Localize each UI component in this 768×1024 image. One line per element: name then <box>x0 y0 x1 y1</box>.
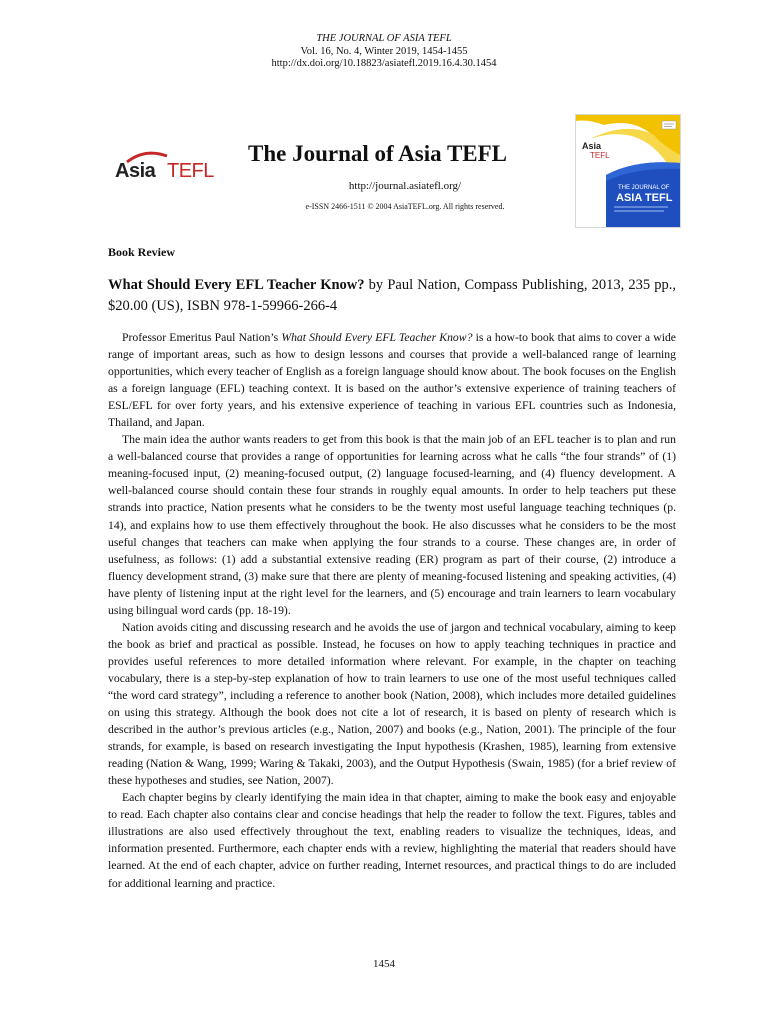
cover-logo-tefl: TEFL <box>590 151 610 160</box>
journal-title: The Journal of Asia TEFL <box>248 141 508 166</box>
cover-logo-asia: Asia <box>582 141 602 151</box>
cover-title: ASIA TEFL <box>616 192 673 204</box>
paragraph-1 <box>108 329 676 431</box>
review-heading <box>108 275 676 317</box>
logo-asia-text: Asia <box>115 160 156 182</box>
logo-tefl-text: TEFL <box>167 160 214 182</box>
page-number: 1454 <box>373 958 395 970</box>
journal-masthead <box>108 114 672 234</box>
running-head-volume: Vol. 16, No. 4, Winter 2019, 1454-1455 <box>300 45 468 57</box>
cover-title-small: THE JOURNAL OF <box>618 185 670 191</box>
journal-url[interactable]: http://journal.asiatefl.org/ <box>348 180 462 192</box>
reviewed-book-title: What Should Every EFL Teacher Know? <box>108 277 365 293</box>
paragraph-1-book-title: What Should Every EFL Teacher Know? <box>281 331 473 344</box>
paragraph-3: Nation avoids citing and discussing research and he avoids the use of jargon and technical vocabulary, aiming to keep the book as brief and practical as possible. Instead, he focuses on how to apply teaching techniques in practice and provides useful references to more detailed information where relevant. For example, in the chapter on teaching vocabulary, there is a step-by-step explanation of how to train learners to use one of the most useful techniques called “the word card strategy”, including a reference to another book (Nation, 2008), which includes more detailed guidelines on using this strategy. Although the book does not cite a lot of research, it is based on plenty of research which is described in the author’s previous articles (e.g., Nation, 2007) and books (e.g., Nation, 2001). The principle of the four strands, for example, is based on research investigating the Input hypothesis (Krashen, 1985), learning from extensive reading (Nation & Wang, 1999; Waring & Takaki, 2003), and the Output Hypothesis (Swain, 1985) (for a brief review of these hypotheses and studies, see Nation, 2007). <box>108 620 676 788</box>
paragraph-4: Each chapter begins by clearly identifying the main idea in that chapter, aiming to make the book easy and enjoyable to read. Each chapter also contains clear and concise headings that help the reader to follow the text. Figures, tables and illustrations are also used effectively throughout the text, enabling readers to visualize the techniques, ideas, and information presented. Furthermore, each chapter ends with a review, highlighting the material that readers should have learned. At the end of each chapter, advice on further reading, Internet resources, and practical things to do are included for additional learning and practice. <box>108 791 676 890</box>
paragraph-1-text: is a how-to book that aims to cover a wide range of important areas, such as how to design lessons and courses that provide a well-balanced range of learning opportunities, which every teacher of English as a foreign language should know about. The book focuses on the English as a foreign language (EFL) teaching context. It is based on the author’s extensive experience of training teachers of ESL/EFL for over forty years, and his extensive experience of teaching in various EFL countries such as Indonesia, Thailand, and Japan. <box>108 331 676 430</box>
section-label: Book Review <box>108 245 175 259</box>
reviewed-book-details: by Paul Nation, Compass Publishing, 2013, 235 pp., $20.00 (US), ISBN 978-1-59966-266-4 <box>108 277 676 314</box>
journal-issn: e-ISSN 2466-1511 © 2004 AsiaTEFL.org. All rights reserved. <box>305 202 505 211</box>
running-head-journal: THE JOURNAL OF ASIA TEFL <box>316 33 452 44</box>
paragraph-1-lead: Professor Emeritus Paul Nation’s <box>122 331 282 344</box>
cover-artwork <box>576 115 680 227</box>
review-body <box>108 329 676 892</box>
paragraph-2: The main idea the author wants readers to get from this book is that the main job of an EFL teacher is to plan and run a well-balanced course that provides a range of opportunities for learning across what he calls “the four strands” of (1) meaning-focused input, (2) meaning-focused output, (2) language focused-learning, and (4) fluency development. A well-balanced course should contain these four strands in roughly equal amounts. In order to help teachers put these strands into practice, Nation presents what he considers to be the twenty most useful language teaching techniques (p. 14), and explains how to use them effectively throughout the book. He also discusses what he considers to be the most useful changes that teachers can make when applying the four strands to a course. These changes are, in order of usefulness, as follows: (1) add a substantial extensive reading (ER) program as part of their course, (2) introduce a fluency development strand, (3) make sure that there are plenty of meaning-focused listening and speaking activities, (4) have plenty of listening input at the right level for the learners, and (5) encourage and train learners to learn vocabulary using bilingual word cards (pp. 18-19). <box>108 433 676 617</box>
journal-cover-image <box>575 114 681 228</box>
running-head-doi[interactable]: http://dx.doi.org/10.18823/asiatefl.2019.16.4.30.1454 <box>271 58 497 69</box>
running-head <box>0 33 768 71</box>
